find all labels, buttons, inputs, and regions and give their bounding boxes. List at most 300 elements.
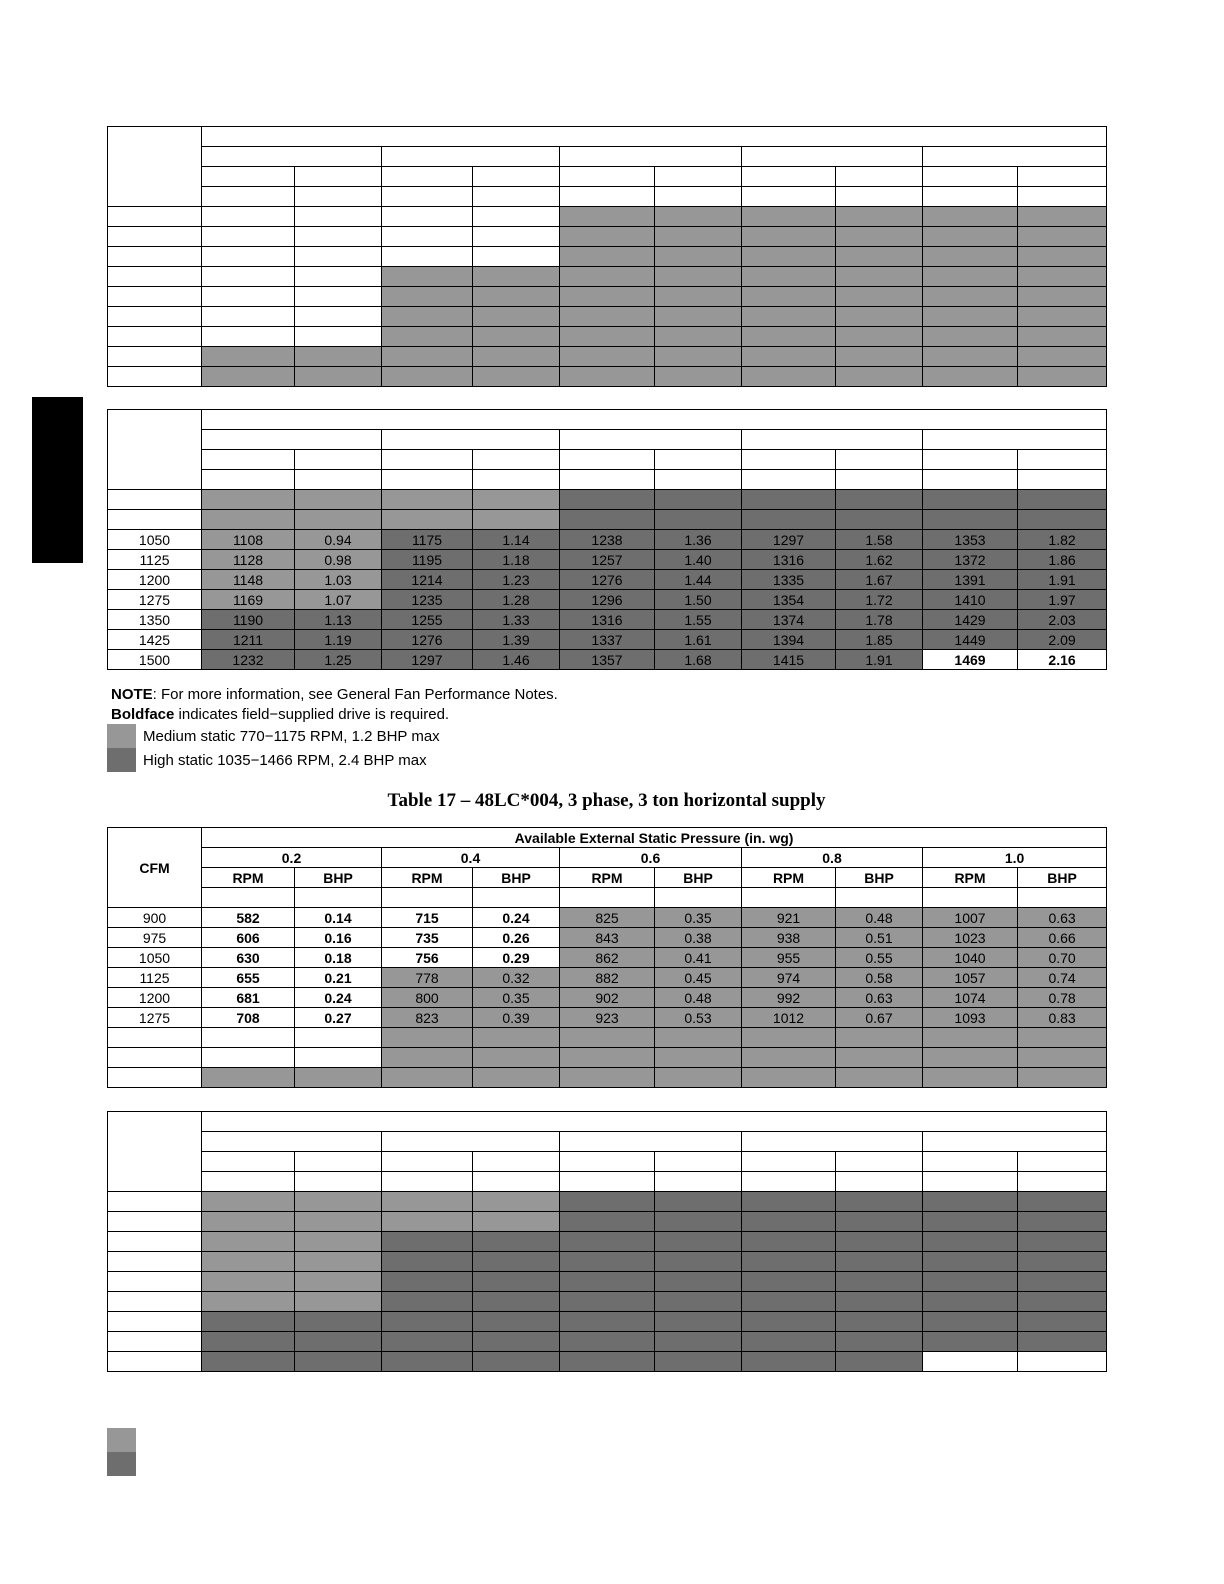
table-row bbox=[108, 327, 1107, 347]
table-row bbox=[108, 650, 1107, 670]
bhp-cell: 0.14 bbox=[295, 908, 382, 928]
bhp-cell: 1.36 bbox=[655, 530, 742, 550]
table-row bbox=[108, 908, 1107, 928]
bhp-cell: 0.16 bbox=[295, 928, 382, 948]
rpm-cell bbox=[923, 207, 1018, 227]
cfm-cell bbox=[108, 1252, 202, 1272]
cfm-cell bbox=[108, 1332, 202, 1352]
cfm-cell bbox=[108, 347, 202, 367]
pressure-header-cell bbox=[202, 127, 1107, 147]
rpm-cell bbox=[560, 347, 655, 367]
rpm-cell bbox=[382, 1272, 473, 1292]
cfm-cell: 1050 bbox=[108, 530, 202, 550]
bhp-cell bbox=[473, 1028, 560, 1048]
bhp-cell bbox=[836, 1312, 923, 1332]
bhp-cell bbox=[473, 307, 560, 327]
bhp-cell bbox=[655, 1272, 742, 1292]
rpm-cell: 1074 bbox=[923, 988, 1018, 1008]
bhp-cell bbox=[295, 1252, 382, 1272]
rpm-cell: 1057 bbox=[923, 968, 1018, 988]
cfm-cell bbox=[108, 1028, 202, 1048]
bhp-cell bbox=[655, 347, 742, 367]
bhp-cell: 1.03 bbox=[295, 570, 382, 590]
bottom-medium-swatch bbox=[107, 1428, 136, 1452]
rpm-cell: 1316 bbox=[742, 550, 836, 570]
rpm-cell bbox=[923, 1352, 1018, 1372]
bhp-cell bbox=[655, 367, 742, 387]
bhp-cell bbox=[295, 227, 382, 247]
bhp-cell bbox=[836, 1068, 923, 1088]
bhp-cell: 0.63 bbox=[1018, 908, 1107, 928]
bhp-cell: 1.91 bbox=[836, 650, 923, 670]
table-row bbox=[108, 287, 1107, 307]
cfm-cell: 1125 bbox=[108, 968, 202, 988]
rpm-cell bbox=[382, 1048, 473, 1068]
rpm-cell bbox=[923, 367, 1018, 387]
note-text: : For more information, see General Fan Performance Notes. bbox=[152, 686, 558, 703]
rpm-cell: 1190 bbox=[202, 610, 295, 630]
bhp-cell bbox=[655, 287, 742, 307]
rpm-cell bbox=[202, 1252, 295, 1272]
boldface-label: Boldface bbox=[111, 706, 175, 723]
rpm-cell bbox=[560, 267, 655, 287]
cfm-cell bbox=[108, 1312, 202, 1332]
bhp-cell bbox=[1018, 287, 1107, 307]
cfm-cell: 1350 bbox=[108, 610, 202, 630]
cfm-cell bbox=[108, 1272, 202, 1292]
rpm-cell: 923 bbox=[560, 1008, 655, 1028]
rpm-cell bbox=[742, 1192, 836, 1212]
bhp-cell: 1.25 bbox=[295, 650, 382, 670]
bhp-cell bbox=[1018, 307, 1107, 327]
rpm-cell bbox=[382, 1068, 473, 1088]
bhp-cell bbox=[295, 207, 382, 227]
boldface-text: indicates field−supplied drive is required. bbox=[174, 706, 450, 723]
rpm-cell bbox=[742, 247, 836, 267]
rpm-cell bbox=[560, 1312, 655, 1332]
pressure-col-0.8: 0.8 bbox=[742, 848, 923, 868]
bhp-cell bbox=[473, 247, 560, 267]
cfm-cell bbox=[108, 510, 202, 530]
table-row bbox=[108, 1292, 1107, 1312]
bhp-cell bbox=[1018, 207, 1107, 227]
rpm-cell: 1469 bbox=[923, 650, 1018, 670]
bhp-cell: 0.58 bbox=[836, 968, 923, 988]
cfm-cell bbox=[108, 207, 202, 227]
rpm-cell bbox=[382, 1192, 473, 1212]
rpm-cell bbox=[923, 327, 1018, 347]
rpm-cell: 1128 bbox=[202, 550, 295, 570]
rpm-cell bbox=[202, 1068, 295, 1088]
rpm-cell bbox=[202, 307, 295, 327]
bhp-cell bbox=[473, 227, 560, 247]
bhp-cell bbox=[836, 1232, 923, 1252]
rpm-cell bbox=[742, 1068, 836, 1088]
bhp-cell bbox=[295, 347, 382, 367]
rpm-cell bbox=[742, 1332, 836, 1352]
rpm-cell bbox=[202, 1232, 295, 1252]
rpm-cell bbox=[560, 1272, 655, 1292]
rpm-cell: 921 bbox=[742, 908, 836, 928]
table-row bbox=[108, 247, 1107, 267]
bhp-cell: 1.55 bbox=[655, 610, 742, 630]
bhp-cell bbox=[295, 267, 382, 287]
rpm-cell bbox=[560, 287, 655, 307]
rpm-cell bbox=[560, 1232, 655, 1252]
rpm-cell bbox=[202, 367, 295, 387]
rpm-cell bbox=[382, 1332, 473, 1352]
bhp-header: BHP bbox=[1018, 868, 1107, 888]
bhp-cell bbox=[295, 327, 382, 347]
rpm-cell bbox=[382, 1252, 473, 1272]
bhp-cell: 1.14 bbox=[473, 530, 560, 550]
table-row bbox=[108, 1192, 1107, 1212]
cfm-cell bbox=[108, 490, 202, 510]
bhp-cell bbox=[1018, 1068, 1107, 1088]
bhp-cell bbox=[473, 207, 560, 227]
rpm-cell: 843 bbox=[560, 928, 655, 948]
rpm-cell: 1410 bbox=[923, 590, 1018, 610]
rpm-cell bbox=[560, 1028, 655, 1048]
bhp-cell bbox=[473, 1252, 560, 1272]
rpm-cell bbox=[923, 1048, 1018, 1068]
bhp-cell: 2.09 bbox=[1018, 630, 1107, 650]
rpm-cell bbox=[923, 347, 1018, 367]
bhp-cell bbox=[655, 1252, 742, 1272]
bhp-cell bbox=[473, 1212, 560, 1232]
pressure-col-0.6: 0.6 bbox=[560, 848, 742, 868]
bhp-cell bbox=[295, 510, 382, 530]
rpm-cell bbox=[923, 1212, 1018, 1232]
cfm-cell bbox=[108, 287, 202, 307]
bhp-cell: 0.48 bbox=[655, 988, 742, 1008]
bhp-cell: 0.29 bbox=[473, 948, 560, 968]
cfm-header-cell bbox=[108, 127, 202, 207]
bhp-cell bbox=[295, 247, 382, 267]
rpm-cell bbox=[382, 227, 473, 247]
bhp-cell bbox=[836, 247, 923, 267]
rpm-cell bbox=[202, 1352, 295, 1372]
cfm-cell bbox=[108, 367, 202, 387]
rpm-cell bbox=[923, 510, 1018, 530]
table-row bbox=[108, 1212, 1107, 1232]
rpm-cell bbox=[742, 1028, 836, 1048]
table-row bbox=[108, 988, 1107, 1008]
rpm-cell: 1316 bbox=[560, 610, 655, 630]
bhp-cell bbox=[473, 1312, 560, 1332]
rpm-cell: 1337 bbox=[560, 630, 655, 650]
bhp-cell bbox=[473, 347, 560, 367]
bhp-cell bbox=[836, 267, 923, 287]
bhp-cell bbox=[655, 1292, 742, 1312]
bhp-cell bbox=[473, 1232, 560, 1252]
bhp-cell: 1.72 bbox=[836, 590, 923, 610]
rpm-cell bbox=[923, 1252, 1018, 1272]
rpm-cell: 1175 bbox=[382, 530, 473, 550]
rpm-cell bbox=[382, 287, 473, 307]
rpm-cell bbox=[742, 307, 836, 327]
rpm-cell: 735 bbox=[382, 928, 473, 948]
bhp-cell: 0.26 bbox=[473, 928, 560, 948]
bhp-cell bbox=[1018, 1028, 1107, 1048]
rpm-cell bbox=[742, 1212, 836, 1232]
rpm-cell bbox=[560, 327, 655, 347]
rpm-cell: 1391 bbox=[923, 570, 1018, 590]
rpm-cell bbox=[923, 1272, 1018, 1292]
rpm-cell bbox=[923, 247, 1018, 267]
bhp-cell bbox=[655, 247, 742, 267]
rpm-cell bbox=[382, 1212, 473, 1232]
bhp-cell: 1.68 bbox=[655, 650, 742, 670]
fan-performance-table-4 bbox=[107, 1111, 1107, 1372]
bhp-cell bbox=[295, 1212, 382, 1232]
table-row bbox=[108, 1312, 1107, 1332]
bhp-cell bbox=[295, 307, 382, 327]
bhp-cell: 0.35 bbox=[655, 908, 742, 928]
table-row bbox=[108, 510, 1107, 530]
rpm-cell bbox=[742, 510, 836, 530]
table-row bbox=[108, 490, 1107, 510]
rpm-cell bbox=[742, 207, 836, 227]
rpm-cell bbox=[560, 490, 655, 510]
bhp-cell: 1.39 bbox=[473, 630, 560, 650]
bhp-cell bbox=[1018, 247, 1107, 267]
bhp-cell bbox=[1018, 1272, 1107, 1292]
medium-static-swatch bbox=[107, 724, 136, 748]
table-17 bbox=[107, 827, 1107, 1088]
rpm-cell bbox=[202, 510, 295, 530]
rpm-cell: 974 bbox=[742, 968, 836, 988]
table-row bbox=[108, 1332, 1107, 1352]
bhp-cell bbox=[295, 1352, 382, 1372]
cfm-cell bbox=[108, 1232, 202, 1252]
rpm-cell bbox=[202, 1028, 295, 1048]
bhp-cell: 0.35 bbox=[473, 988, 560, 1008]
rpm-cell bbox=[923, 267, 1018, 287]
note-label: NOTE bbox=[111, 686, 153, 703]
rpm-cell: 825 bbox=[560, 908, 655, 928]
rpm-cell: 1148 bbox=[202, 570, 295, 590]
bhp-cell: 1.28 bbox=[473, 590, 560, 610]
rpm-cell bbox=[382, 247, 473, 267]
fan-performance-table-1 bbox=[107, 126, 1107, 387]
bhp-cell bbox=[836, 1292, 923, 1312]
rpm-cell bbox=[382, 347, 473, 367]
rpm-cell bbox=[382, 207, 473, 227]
rpm-cell bbox=[382, 490, 473, 510]
bhp-cell: 0.83 bbox=[1018, 1008, 1107, 1028]
rpm-cell bbox=[923, 490, 1018, 510]
bhp-cell bbox=[655, 1048, 742, 1068]
bhp-cell bbox=[473, 327, 560, 347]
bhp-cell: 0.27 bbox=[295, 1008, 382, 1028]
cfm-cell bbox=[108, 1068, 202, 1088]
bhp-header: BHP bbox=[295, 868, 382, 888]
rpm-cell bbox=[382, 1312, 473, 1332]
legend-high-text: High static 1035−1466 RPM, 2.4 BHP max bbox=[143, 751, 427, 769]
cfm-cell: 1050 bbox=[108, 948, 202, 968]
bhp-cell bbox=[473, 510, 560, 530]
bhp-cell: 1.61 bbox=[655, 630, 742, 650]
rpm-cell bbox=[202, 1192, 295, 1212]
bhp-cell bbox=[836, 1048, 923, 1068]
rpm-cell bbox=[382, 367, 473, 387]
bhp-cell bbox=[836, 367, 923, 387]
bhp-cell: 1.40 bbox=[655, 550, 742, 570]
cfm-cell bbox=[108, 227, 202, 247]
rpm-cell bbox=[202, 1332, 295, 1352]
rpm-cell: 1297 bbox=[742, 530, 836, 550]
bhp-cell: 0.67 bbox=[836, 1008, 923, 1028]
table-row bbox=[108, 367, 1107, 387]
bhp-cell bbox=[1018, 1352, 1107, 1372]
rpm-cell: 756 bbox=[382, 948, 473, 968]
rpm-cell bbox=[742, 490, 836, 510]
cfm-cell bbox=[108, 1352, 202, 1372]
bhp-cell: 0.21 bbox=[295, 968, 382, 988]
bhp-cell bbox=[1018, 1048, 1107, 1068]
rpm-cell bbox=[560, 510, 655, 530]
bhp-cell: 0.39 bbox=[473, 1008, 560, 1028]
rpm-cell: 655 bbox=[202, 968, 295, 988]
cfm-cell bbox=[108, 247, 202, 267]
bhp-cell: 1.46 bbox=[473, 650, 560, 670]
rpm-cell bbox=[560, 1332, 655, 1352]
rpm-cell bbox=[202, 287, 295, 307]
rpm-cell: 992 bbox=[742, 988, 836, 1008]
bhp-header: BHP bbox=[473, 868, 560, 888]
rpm-cell: 1012 bbox=[742, 1008, 836, 1028]
bhp-header: BHP bbox=[836, 868, 923, 888]
bhp-cell bbox=[295, 1292, 382, 1312]
rpm-cell: 1296 bbox=[560, 590, 655, 610]
bhp-cell: 0.78 bbox=[1018, 988, 1107, 1008]
table-caption: Table 17 – 48LC*004, 3 phase, 3 ton horizontal supply bbox=[387, 790, 826, 811]
bhp-cell bbox=[655, 1028, 742, 1048]
bhp-cell: 0.24 bbox=[295, 988, 382, 1008]
bhp-cell bbox=[295, 1232, 382, 1252]
table-row bbox=[108, 590, 1107, 610]
bhp-cell: 0.38 bbox=[655, 928, 742, 948]
cfm-cell: 975 bbox=[108, 928, 202, 948]
bhp-cell bbox=[473, 1272, 560, 1292]
rpm-cell bbox=[742, 367, 836, 387]
bhp-cell: 1.44 bbox=[655, 570, 742, 590]
rpm-cell bbox=[202, 267, 295, 287]
bhp-cell bbox=[1018, 347, 1107, 367]
rpm-cell bbox=[202, 347, 295, 367]
bhp-cell: 1.23 bbox=[473, 570, 560, 590]
rpm-cell bbox=[560, 367, 655, 387]
rpm-cell: 800 bbox=[382, 988, 473, 1008]
rpm-cell bbox=[742, 1352, 836, 1372]
rpm-cell: 630 bbox=[202, 948, 295, 968]
legend-medium-text: Medium static 770−1175 RPM, 1.2 BHP max bbox=[143, 727, 440, 745]
rpm-cell bbox=[923, 287, 1018, 307]
rpm-cell bbox=[560, 1352, 655, 1372]
rpm-cell bbox=[382, 307, 473, 327]
bhp-cell bbox=[1018, 327, 1107, 347]
bhp-cell: 1.82 bbox=[1018, 530, 1107, 550]
bhp-cell bbox=[836, 1192, 923, 1212]
bhp-cell bbox=[655, 1332, 742, 1352]
cfm-cell bbox=[108, 267, 202, 287]
rpm-cell bbox=[923, 1028, 1018, 1048]
bhp-cell bbox=[473, 1048, 560, 1068]
rpm-cell bbox=[742, 1272, 836, 1292]
bhp-cell bbox=[836, 1252, 923, 1272]
bhp-cell bbox=[473, 490, 560, 510]
pressure-col-0.2: 0.2 bbox=[202, 848, 382, 868]
bottom-high-swatch bbox=[107, 1452, 136, 1476]
table-row bbox=[108, 1232, 1107, 1252]
cfm-cell: 1275 bbox=[108, 590, 202, 610]
table-row bbox=[108, 968, 1107, 988]
bhp-cell: 0.48 bbox=[836, 908, 923, 928]
bhp-cell bbox=[295, 490, 382, 510]
bhp-cell bbox=[1018, 267, 1107, 287]
bhp-cell bbox=[1018, 1212, 1107, 1232]
cfm-cell: 1275 bbox=[108, 1008, 202, 1028]
bhp-cell bbox=[655, 1212, 742, 1232]
rpm-cell bbox=[560, 1192, 655, 1212]
rpm-cell: 1353 bbox=[923, 530, 1018, 550]
bhp-cell bbox=[295, 1068, 382, 1088]
rpm-cell: 1257 bbox=[560, 550, 655, 570]
bhp-cell: 0.70 bbox=[1018, 948, 1107, 968]
table-row bbox=[108, 1048, 1107, 1068]
bhp-cell bbox=[295, 1048, 382, 1068]
bhp-cell bbox=[473, 1068, 560, 1088]
bhp-cell: 0.51 bbox=[836, 928, 923, 948]
cfm-cell: 1200 bbox=[108, 988, 202, 1008]
bhp-cell bbox=[655, 490, 742, 510]
bhp-cell: 0.98 bbox=[295, 550, 382, 570]
bhp-cell bbox=[295, 1192, 382, 1212]
bhp-cell bbox=[836, 490, 923, 510]
bhp-cell bbox=[655, 1312, 742, 1332]
table-row bbox=[108, 267, 1107, 287]
bhp-cell bbox=[295, 287, 382, 307]
cfm-cell bbox=[108, 1212, 202, 1232]
rpm-cell bbox=[382, 1232, 473, 1252]
rpm-cell bbox=[923, 1192, 1018, 1212]
bhp-cell bbox=[836, 207, 923, 227]
cfm-cell bbox=[108, 1192, 202, 1212]
bhp-cell bbox=[295, 1028, 382, 1048]
rpm-cell bbox=[923, 1332, 1018, 1352]
rpm-cell: 1235 bbox=[382, 590, 473, 610]
bhp-cell bbox=[295, 1332, 382, 1352]
rpm-cell bbox=[202, 1048, 295, 1068]
rpm-header: RPM bbox=[923, 868, 1018, 888]
rpm-cell bbox=[742, 1232, 836, 1252]
bhp-cell bbox=[836, 327, 923, 347]
rpm-cell bbox=[560, 1212, 655, 1232]
bhp-cell: 1.86 bbox=[1018, 550, 1107, 570]
legend-medium bbox=[107, 724, 440, 748]
rpm-cell bbox=[202, 1212, 295, 1232]
rpm-cell: 1007 bbox=[923, 908, 1018, 928]
fan-performance-table-2 bbox=[107, 409, 1107, 670]
pressure-header-cell bbox=[202, 1112, 1107, 1132]
bhp-cell bbox=[836, 1028, 923, 1048]
pressure-header-cell bbox=[202, 410, 1107, 430]
bhp-cell: 1.19 bbox=[295, 630, 382, 650]
bhp-cell: 1.33 bbox=[473, 610, 560, 630]
rpm-cell: 1040 bbox=[923, 948, 1018, 968]
rpm-cell bbox=[202, 1272, 295, 1292]
